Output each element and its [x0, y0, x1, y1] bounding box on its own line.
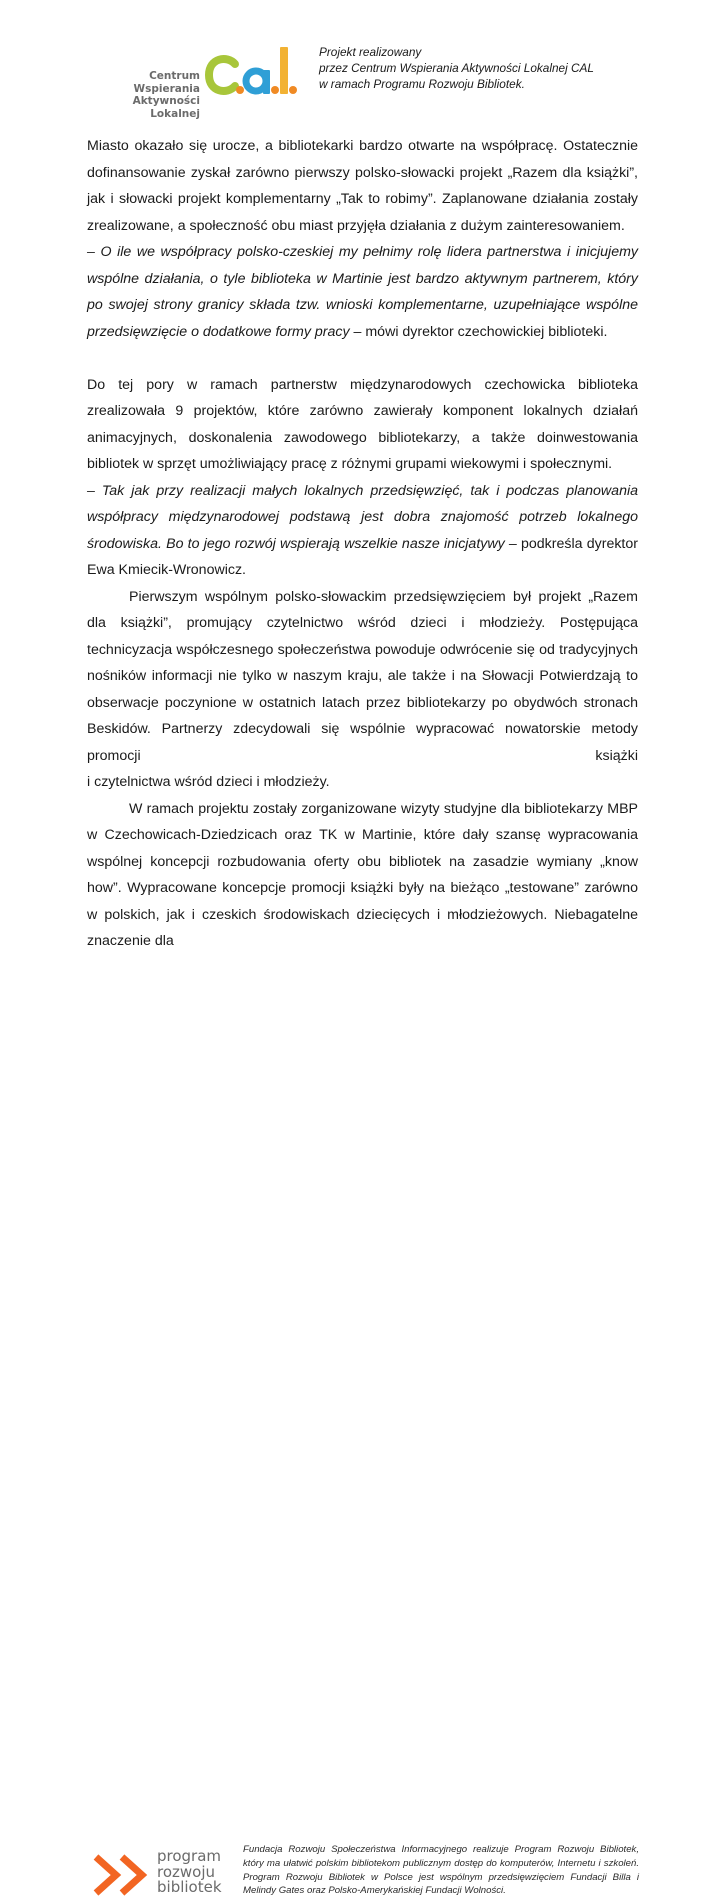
quote-2-attribution: – podkreśla dyrektor Ewa Kmiecik-Wronowicz. [87, 535, 638, 578]
cal-logo-text [104, 70, 200, 120]
quote-1-attribution: – mówi dyrektor czechowickiej biblioteki. [349, 323, 608, 340]
cal-logo-line-2: Aktywności Lokalnej [132, 95, 200, 120]
prb-logo-line-3: bibliotek [157, 1878, 222, 1896]
quote-1-text: – O ile we współpracy polsko-czeskiej my pełnimy rolę lidera partnerstwa i inicjujemy wspólne działania, o tyle biblioteka w Martinie jest bardzo aktywnym partnerem, który po swojej strony granicy składa tzw. wnioski komplementarne, uzupełniające wspólne przedsięwzięcie o dodatkowe formy pracy [87, 244, 638, 340]
prb-logo-icon [92, 1853, 152, 1897]
cal-dot-2 [271, 86, 279, 94]
quote-2 [87, 478, 638, 584]
quote-2-text: – Tak jak przy realizacji małych lokalnych przedsięwzięć, tak i podczas planowania współpracy międzynarodowej podstawą jest dobra znajomość potrzeb lokalnego środowiska. Bo to jego rozwój wspierają wszelkie nasze inicjatywy [87, 482, 638, 552]
project-note [319, 44, 699, 92]
project-note-line-3: w ramach Programu Rozwoju Bibliotek. [319, 77, 525, 91]
quote-1 [87, 239, 638, 345]
paragraph-1: Miasto okazało się urocze, a bibliotekarki bardzo otwarte na współpracę. Ostatecznie dofinansowanie zyskał zarówno pierwszy polsko-słowacki projekt „Razem dla książki”, jak i słowacki projekt komplementarny „Tak to robimy”. Zaplanowane działania zostały zrealizowane, a społeczność obu miast przyjęła działania z dużym zainteresowaniem. [87, 138, 638, 234]
cal-dot-1 [236, 86, 244, 94]
prb-chevron-2 [122, 1857, 142, 1893]
article-body [87, 133, 638, 955]
prb-logo-line-2: rozwoju [157, 1862, 216, 1881]
project-note-line-2: przez Centrum Wspierania Aktywności Lokalnej CAL [319, 61, 594, 75]
cal-dot-3 [289, 86, 297, 94]
cal-letter-a-stem [263, 70, 270, 94]
cal-letter-l [280, 47, 288, 94]
project-note-line-1: Projekt realizowany [319, 45, 422, 59]
prb-chevron-1 [96, 1857, 116, 1893]
page-footer [0, 915, 725, 1897]
cal-logo-icon [205, 44, 297, 98]
paragraph-2: Do tej pory w ramach partnerstw międzynarodowych czechowicka biblioteka zrealizowała 9 projektów, które zarówno zawierały komponent lokalnych działań animacyjnych, doskonalenia zawodowego bibliotekarzy, a także doinwestowania bibliotek w sprzęt umożliwiający pracę z różnymi grupami wiekowymi i społecznymi. [87, 376, 638, 472]
prb-logo-text [157, 1849, 237, 1896]
prb-logo-line-1: program [157, 1847, 222, 1865]
cal-letter-c [209, 59, 235, 91]
paragraph-3: Pierwszym wspólnym polsko-słowackim przedsięwzięciem był projekt „Razem dla książki”, promujący czytelnictwo wśród dzieci i młodzieży. Postępująca technicyzacja współczesnego społeczeństwa powoduje odwrócenie się od tradycyjnych nośników informacji nie tylko w naszym kraju, ale także i na Słowacji Potwierdzają to obserwacje poczynione w ostatnich latach przez bibliotekarzy po obydwóch stronach Beskidów. Partnerzy zdecydowali się wspólnie wypracować nowatorskie metody promocji książki [87, 588, 638, 764]
paragraph-3-last-line: i czytelnictwa wśród dzieci i młodzieży. [87, 774, 330, 790]
foundation-note: Fundacja Rozwoju Społeczeństwa Informacyjnego realizuje Program Rozwoju Bibliotek, który ma ułatwić polskim bibliotekom publicznym dostęp do komputerów, Internetu i szkoleń. Program Rozwoju Bibliotek w Polsce jest wspólnym przedsięwzięciem Fundacji Billa i Melindy Gates oraz Polsko-Amerykańskiej Fundacji Wolności. [243, 1844, 639, 1897]
paragraph-4: W ramach projektu zostały zorganizowane wizyty studyjne dla bibliotekarzy MBP w Czechowicach-Dziedzicach oraz TK w Martinie, które dały szansę wypracowania wspólnej koncepcji rozbudowania oferty obu bibliotek na zasadzie wymiany „know how”. Wypracowane koncepcje promocji książki były na bieżąco „testowane” zarówno w polskich, jak i czeskich środowiskach dziecięcych i młodzieżowych. Niebagatelne znaczenie dla [87, 800, 638, 949]
page-header [0, 0, 725, 120]
cal-logo-line-1: Centrum Wspierania [133, 70, 200, 95]
